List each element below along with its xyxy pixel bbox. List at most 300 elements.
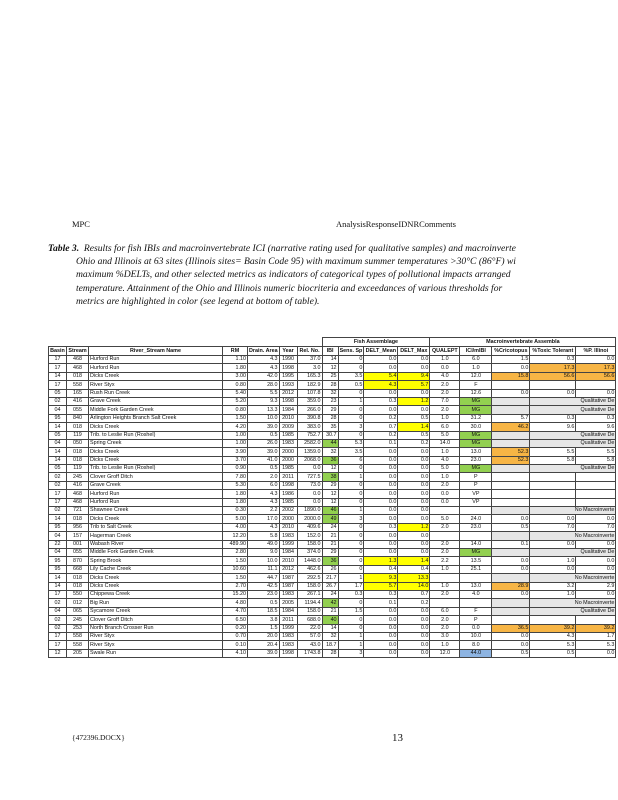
table-row <box>49 372 616 380</box>
table-row <box>49 540 616 548</box>
table-cell: 0 <box>338 624 364 632</box>
table-cell: 95 <box>49 557 67 565</box>
table-cell: 21 <box>322 532 338 540</box>
column-header: %P. lllinoi <box>576 347 616 356</box>
table-cell: 018 <box>67 456 89 464</box>
table-cell: 1194.4 <box>297 599 322 607</box>
table-cell: 2.0 <box>430 481 460 489</box>
table-cell <box>576 481 616 489</box>
table-cell: 374.0 <box>297 548 322 556</box>
table-cell: 1743.8 <box>297 649 322 657</box>
table-cell: 26.0 <box>248 439 280 447</box>
table-cell: 158.0 <box>297 607 322 615</box>
table-cell: 10.0 <box>248 557 280 565</box>
table-cell: Hurford Run <box>89 364 223 372</box>
table-cell: 1986 <box>279 490 297 498</box>
table-cell: 001 <box>67 540 89 548</box>
table-cell: 10.0 <box>248 414 280 422</box>
table-cell: 29 <box>322 406 338 414</box>
table-cell: 550 <box>67 590 89 598</box>
table-cell: 0.0 <box>398 498 430 506</box>
table-cell: 0.5 <box>492 523 530 531</box>
table-cell <box>530 473 576 481</box>
table-cell: 2.0 <box>430 616 460 624</box>
table-cell: Rush Run Creek <box>89 389 223 397</box>
table-cell: 18.5 <box>248 607 280 615</box>
table-cell: 5.7 <box>398 381 430 389</box>
table-cell: 1990 <box>279 356 297 364</box>
table-cell: 5.8 <box>576 456 616 464</box>
table-cell <box>492 532 530 540</box>
table-cell: 1.3 <box>364 557 398 565</box>
table-cell: 5.3 <box>576 641 616 649</box>
table-cell: 5.00 <box>223 515 248 523</box>
table-cell: 3 <box>338 423 364 431</box>
table-cell: 0.0 <box>530 565 576 573</box>
table-cell: Qualitative De <box>530 397 616 405</box>
table-cell: 5.5 <box>530 448 576 456</box>
table-cell: Qualitative De <box>530 548 616 556</box>
table-row <box>49 523 616 531</box>
table-cell: 5.40 <box>223 389 248 397</box>
table-cell: 0.0 <box>398 481 430 489</box>
table-cell: 2.0 <box>430 406 460 414</box>
table-cell: 0.0 <box>576 515 616 523</box>
table-cell: 44.0 <box>460 649 492 657</box>
table-cell <box>492 465 530 473</box>
table-cell: 10.60 <box>223 565 248 573</box>
table-cell: 0.1 <box>364 599 398 607</box>
table-cell: 7.80 <box>223 473 248 481</box>
table-cell <box>492 548 530 556</box>
table-cell: 1.0 <box>430 641 460 649</box>
table-cell: 9.6 <box>530 423 576 431</box>
table-row <box>49 439 616 447</box>
table-cell: 0.2 <box>398 599 430 607</box>
table-cell: 205 <box>67 649 89 657</box>
table-cell: 2.0 <box>430 381 460 389</box>
table-cell: 0 <box>338 431 364 439</box>
table-cell: Sycamore Creek <box>89 607 223 615</box>
table-cell: 1985 <box>279 498 297 506</box>
table-cell: 1359.0 <box>297 448 322 456</box>
table-cell: 35 <box>322 423 338 431</box>
table-cell: 0.0 <box>364 481 398 489</box>
table-cell: 3.0 <box>430 632 460 640</box>
table-cell: 0.0 <box>398 515 430 523</box>
table-cell: 4.0 <box>430 372 460 380</box>
table-row <box>49 641 616 649</box>
table-cell: 0.0 <box>398 607 430 615</box>
table-cell: Hurford Run <box>89 356 223 364</box>
table-cell: 2010 <box>279 414 297 422</box>
table-cell: Hagerman Creek <box>89 532 223 540</box>
table-cell: 14 <box>49 515 67 523</box>
table-cell: 44.7 <box>248 574 280 582</box>
table-cell: 0.0 <box>398 540 430 548</box>
table-row <box>49 632 616 640</box>
table-cell <box>430 574 460 582</box>
table-cell: 3.8 <box>248 616 280 624</box>
table-row <box>49 582 616 590</box>
table-cell: Grave Creek <box>89 481 223 489</box>
table-cell: 1.4 <box>398 557 430 565</box>
table-cell: No Macroinverte <box>530 532 616 540</box>
table-cell: 5.7 <box>492 414 530 422</box>
table-cell: 39.0 <box>248 649 280 657</box>
table-cell: 721 <box>67 507 89 515</box>
table-cell: 0.3 <box>338 590 364 598</box>
table-cell: 9.4 <box>398 372 430 380</box>
table-cell <box>492 616 530 624</box>
table-cell: 29 <box>322 481 338 489</box>
table-cell: 24 <box>322 590 338 598</box>
table-cell: 0.0 <box>398 490 430 498</box>
table-cell: Wabash River <box>89 540 223 548</box>
table-row <box>49 599 616 607</box>
table-cell <box>492 607 530 615</box>
table-cell: P <box>460 473 492 481</box>
table-row <box>49 473 616 481</box>
fish-assemblage-header: Fish Assemblage <box>322 338 430 347</box>
table-cell: 0.90 <box>223 465 248 473</box>
table-cell: 04 <box>49 439 67 447</box>
table-cell: 3 <box>338 649 364 657</box>
table-cell: 0.0 <box>364 473 398 481</box>
table-cell: 0.0 <box>364 356 398 364</box>
table-cell: 0.0 <box>492 515 530 523</box>
table-cell <box>460 574 492 582</box>
table-cell: 36 <box>322 456 338 464</box>
table-cell: River Styx <box>89 641 223 649</box>
table-cell: 1.0 <box>430 356 460 364</box>
table-cell: 4.20 <box>223 423 248 431</box>
table-cell: 0 <box>338 532 364 540</box>
table-cell: 018 <box>67 582 89 590</box>
table-cell: 2011 <box>279 616 297 624</box>
table-cell: 4.3 <box>364 381 398 389</box>
table-cell <box>492 599 530 607</box>
table-row <box>49 532 616 540</box>
table-cell: 0.0 <box>364 649 398 657</box>
table-cell: 0.0 <box>576 540 616 548</box>
table-cell: Middle Fork Garden Creek <box>89 548 223 556</box>
table-cell: 065 <box>67 607 89 615</box>
table-cell: Qualitative De <box>530 607 616 615</box>
table-cell: 0.0 <box>576 649 616 657</box>
table-cell <box>460 599 492 607</box>
table-cell: 95 <box>49 523 67 531</box>
table-cell <box>430 599 460 607</box>
table-cell: 0.0 <box>364 465 398 473</box>
table-cell: 0.0 <box>398 406 430 414</box>
table-cell: 158.0 <box>297 540 322 548</box>
table-cell: 0 <box>338 548 364 556</box>
table-row <box>49 423 616 431</box>
table-cell: 0 <box>338 523 364 531</box>
table-cell: 107.8 <box>297 389 322 397</box>
table-cell: 44 <box>322 439 338 447</box>
table-cell: 0.0 <box>460 624 492 632</box>
table-cell: 21 <box>322 540 338 548</box>
table-cell: 468 <box>67 490 89 498</box>
table-cell: 0.0 <box>492 389 530 397</box>
table-cell: 2068.0 <box>297 456 322 464</box>
table-cell: 11.1 <box>248 565 280 573</box>
table-cell: 462.6 <box>297 565 322 573</box>
table-cell: 28.0 <box>248 381 280 389</box>
table-cell <box>492 381 530 389</box>
table-cell: 36.5 <box>492 624 530 632</box>
table-cell: 28 <box>322 381 338 389</box>
table-cell: Dicks Creek <box>89 515 223 523</box>
table-cell <box>576 473 616 481</box>
table-row <box>49 389 616 397</box>
table-cell: 292.5 <box>297 574 322 582</box>
table-cell: 2010 <box>279 523 297 531</box>
table-cell: Spring Brook <box>89 557 223 565</box>
table-cell: 56.6 <box>576 372 616 380</box>
table-cell: North Branch Crosser Run <box>89 624 223 632</box>
table-cell: 018 <box>67 372 89 380</box>
table-cell: MG <box>460 406 492 414</box>
table-cell: 5.0 <box>430 515 460 523</box>
table-cell: Qualitative De <box>530 406 616 414</box>
table-row <box>49 557 616 565</box>
table-cell <box>492 439 530 447</box>
table-cell: 0.5 <box>530 649 576 657</box>
table-cell: 0.3 <box>530 356 576 364</box>
results-table-container <box>48 337 618 699</box>
table-cell: 0.0 <box>364 632 398 640</box>
table-cell: 24.0 <box>460 515 492 523</box>
table-cell: 468 <box>67 364 89 372</box>
table-cell: 119 <box>67 465 89 473</box>
table-cell: 0 <box>338 406 364 414</box>
table-cell: 24 <box>322 523 338 531</box>
table-cell: 1.0 <box>430 565 460 573</box>
table-cell: 32 <box>322 448 338 456</box>
table-cell: Grave Creek <box>89 397 223 405</box>
table-cell: 0.70 <box>223 632 248 640</box>
table-cell: 7.0 <box>576 523 616 531</box>
table-cell: MG <box>460 431 492 439</box>
table-cell: 1998 <box>279 397 297 405</box>
table-cell: 416 <box>67 481 89 489</box>
table-cell: Dicks Creek <box>89 448 223 456</box>
table-cell <box>492 490 530 498</box>
table-cell: 119 <box>67 431 89 439</box>
table-cell: 14 <box>49 423 67 431</box>
table-cell: 49.0 <box>248 540 280 548</box>
table-cell: 5.20 <box>223 397 248 405</box>
table-cell: MG <box>460 397 492 405</box>
table-cell: 43.0 <box>297 641 322 649</box>
table-cell: 40 <box>322 616 338 624</box>
table-cell: Qualitative De <box>530 431 616 439</box>
table-cell: 05 <box>49 389 67 397</box>
caption-line-3: maximum %DELTs, and other selected metrics as indicators of categorical types of pollutional impacts arranged <box>76 269 511 281</box>
table-cell: 0.0 <box>364 498 398 506</box>
table-cell: 6 <box>338 456 364 464</box>
table-cell: 3 <box>338 515 364 523</box>
table-cell: 29 <box>322 548 338 556</box>
table-cell: 0.3 <box>576 414 616 422</box>
table-cell: 02 <box>49 624 67 632</box>
table-row <box>49 381 616 389</box>
table-cell <box>492 498 530 506</box>
table-cell: 0.0 <box>530 389 576 397</box>
table-cell: 383.0 <box>297 423 322 431</box>
table-cell: 018 <box>67 423 89 431</box>
table-cell: Trib. to Leslie Run (Roshel) <box>89 465 223 473</box>
table-cell: 4.0 <box>460 590 492 598</box>
table-caption <box>48 242 614 308</box>
table-cell: 0.0 <box>576 557 616 565</box>
table-cell: 17 <box>49 381 67 389</box>
table-cell: 0.0 <box>364 641 398 649</box>
table-cell: 0.0 <box>364 389 398 397</box>
table-cell: 6.0 <box>430 607 460 615</box>
table-cell: 0.3 <box>530 414 576 422</box>
table-cell: 416 <box>67 397 89 405</box>
table-cell <box>430 507 460 515</box>
table-cell: 15.20 <box>223 590 248 598</box>
table-cell: 5.30 <box>223 481 248 489</box>
table-cell: 3.0 <box>297 364 322 372</box>
table-row <box>49 565 616 573</box>
table-cell: 2000.0 <box>297 515 322 523</box>
table-cell: 0.5 <box>248 599 280 607</box>
table-cell: 1.2 <box>398 523 430 531</box>
table-cell: Qualitative De <box>530 465 616 473</box>
table-cell: 2.70 <box>223 582 248 590</box>
table-cell: 6.0 <box>430 423 460 431</box>
table-cell: 15.8 <box>492 372 530 380</box>
table-cell <box>492 574 530 582</box>
table-cell: F <box>460 607 492 615</box>
table-cell: 5.8 <box>530 456 576 464</box>
table-cell: 245 <box>67 473 89 481</box>
table-cell: 2.0 <box>430 624 460 632</box>
table-cell: 1 <box>338 507 364 515</box>
table-cell: 0.0 <box>364 540 398 548</box>
table-cell: 0.3 <box>364 590 398 598</box>
table-cell: 05 <box>49 465 67 473</box>
table-cell: 0 <box>338 490 364 498</box>
table-cell: 1999 <box>279 624 297 632</box>
table-cell: 21 <box>322 607 338 615</box>
table-cell: 0.30 <box>223 507 248 515</box>
table-cell: 56.6 <box>530 372 576 380</box>
table-cell: VP <box>460 498 492 506</box>
table-cell <box>492 507 530 515</box>
table-cell: MG <box>460 548 492 556</box>
table-cell: 39.2 <box>576 624 616 632</box>
table-cell: 7.0 <box>430 397 460 405</box>
table-cell: 6.0 <box>460 356 492 364</box>
table-cell: 0.0 <box>364 507 398 515</box>
table-cell: 5.5 <box>248 389 280 397</box>
table-cell: 8.0 <box>460 641 492 649</box>
table-cell: 0.0 <box>430 364 460 372</box>
table-cell: 0.1 <box>492 540 530 548</box>
table-cell: 5.0 <box>430 465 460 473</box>
table-cell: 14 <box>49 582 67 590</box>
table-cell: 1984 <box>279 406 297 414</box>
table-cell: 39.2 <box>530 624 576 632</box>
table-cell: 2012 <box>279 565 297 573</box>
table-cell: 1987 <box>279 574 297 582</box>
table-cell: 0.0 <box>430 490 460 498</box>
macro-assemblage-header: Macroinvertebrate Assembla <box>430 338 616 347</box>
table-cell: 32 <box>322 632 338 640</box>
table-cell: 2002 <box>279 507 297 515</box>
table-cell: 0 <box>338 389 364 397</box>
table-row <box>49 590 616 598</box>
table-row <box>49 649 616 657</box>
table-cell: 1998 <box>279 364 297 372</box>
table-cell: 0.0 <box>297 498 322 506</box>
column-header: River_Stream Name <box>89 347 223 356</box>
table-cell: 36 <box>322 557 338 565</box>
table-cell: 52.3 <box>492 448 530 456</box>
table-cell: 17 <box>49 632 67 640</box>
table-cell: 13.0 <box>460 448 492 456</box>
table-cell: 0.4 <box>364 565 398 573</box>
table-cell: 02 <box>49 599 67 607</box>
table-cell: 42.0 <box>248 372 280 380</box>
table-cell: 1983 <box>279 632 297 640</box>
table-cell: 17.0 <box>248 515 280 523</box>
table-cell: No Macroinverte <box>530 507 616 515</box>
table-cell: 17 <box>49 364 67 372</box>
table-cell: 2.0 <box>430 590 460 598</box>
table-cell: 12.0 <box>460 372 492 380</box>
table-cell <box>530 498 576 506</box>
table-cell: 23.0 <box>460 456 492 464</box>
table-cell: 1.0 <box>430 448 460 456</box>
table-row <box>49 616 616 624</box>
table-cell: 0.0 <box>364 448 398 456</box>
table-cell: Middle Fork Garden Creek <box>89 406 223 414</box>
table-cell: 28.9 <box>492 582 530 590</box>
table-cell: 12.6 <box>460 389 492 397</box>
table-cell: 0.5 <box>248 465 280 473</box>
table-cell: 0.5 <box>398 431 430 439</box>
column-header: Stream <box>68 347 87 354</box>
table-cell: 2.80 <box>223 548 248 556</box>
table-cell: 04 <box>49 406 67 414</box>
table-cell: 1.50 <box>223 557 248 565</box>
table-cell: Dicks Creek <box>89 574 223 582</box>
table-cell: 1.7 <box>338 582 364 590</box>
table-cell: 02 <box>49 481 67 489</box>
table-cell: 14 <box>322 624 338 632</box>
table-cell: 12 <box>322 490 338 498</box>
table-cell: 0 <box>338 616 364 624</box>
table-cell: 2000 <box>279 448 297 456</box>
caption-line-4: temperature. Attainment of the Ohio and Illinois numeric biocriteria and exceedances of various thresholds for <box>76 282 503 294</box>
table-row <box>49 397 616 405</box>
table-cell: 14 <box>49 456 67 464</box>
table-cell: 17 <box>49 641 67 649</box>
table-cell: 1890.0 <box>297 507 322 515</box>
table-cell: Lily Cache Creek <box>89 565 223 573</box>
table-cell: 0.0 <box>398 624 430 632</box>
table-cell: 1.80 <box>223 364 248 372</box>
caption-line-5: metrics are highlighted in color (see legend at bottom of table). <box>76 295 320 307</box>
